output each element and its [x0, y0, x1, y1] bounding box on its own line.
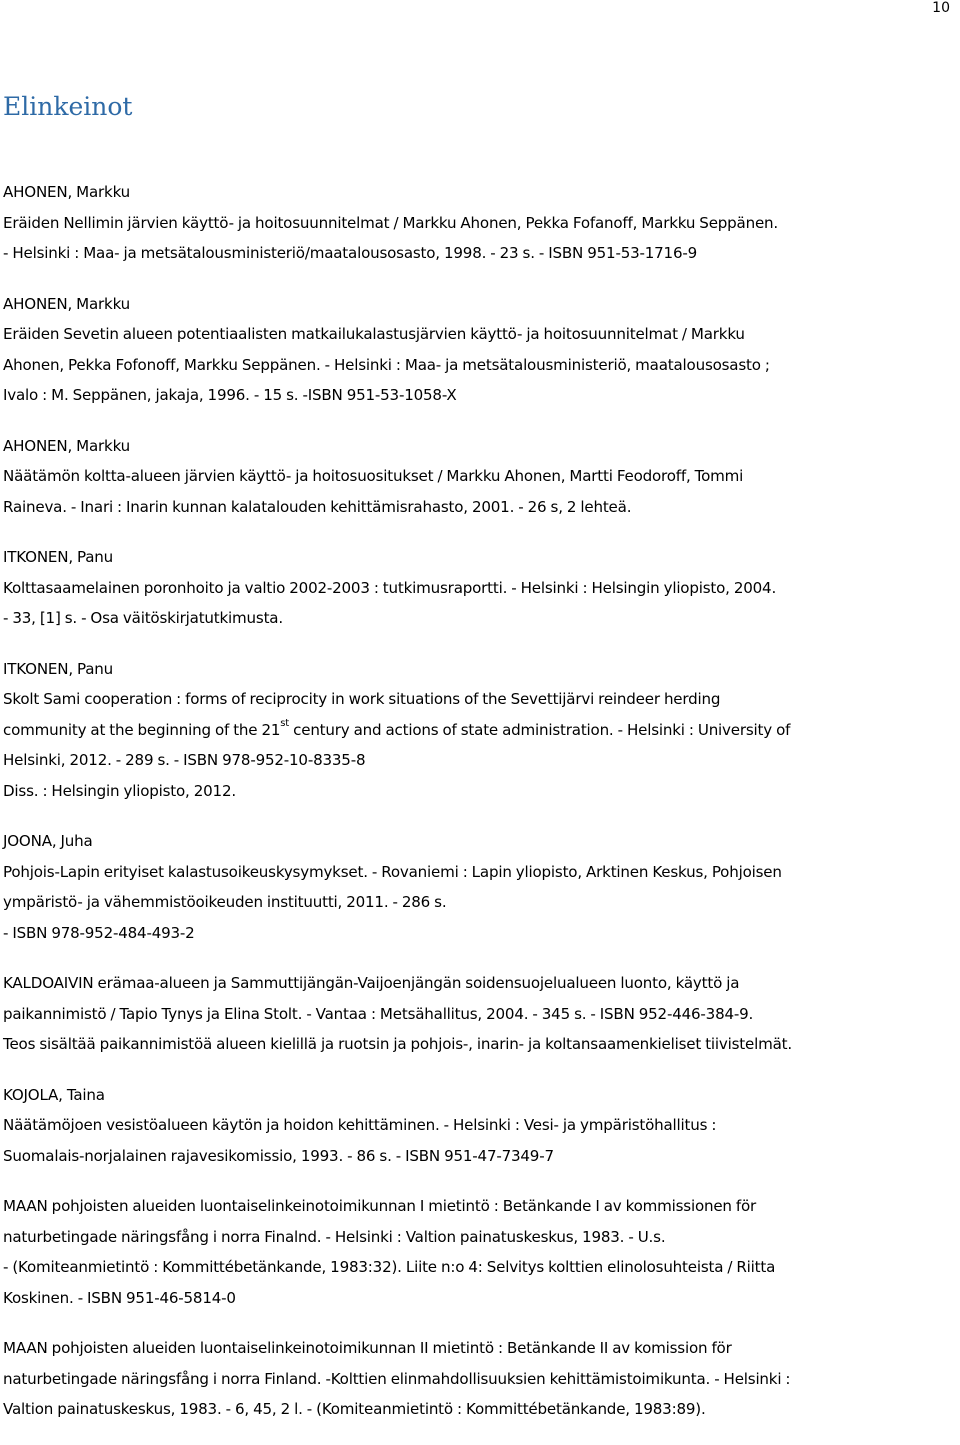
entry-text-line: Raineva. - Inari : Inarin kunnan kalatalouden kehittämisrahasto, 2001. - 26 s, 2 lehteä.	[3, 497, 632, 516]
entry-text-line: MAAN pohjoisten alueiden luontaiselinkeinotoimikunnan II mietintö : Betänkande II av komission för	[3, 1339, 732, 1357]
bibliography-entry	[3, 289, 959, 411]
page-number: 10	[932, 0, 950, 16]
entry-author: JOONA, Juha	[3, 832, 93, 850]
entry-author: ITKONEN, Panu	[3, 548, 114, 566]
entry-text-line: - ISBN 978-952-484-493-2	[3, 923, 195, 942]
bibliography-entry	[3, 431, 959, 523]
ordinal-superscript: st	[280, 717, 290, 729]
entry-author: KOJOLA, Taina	[3, 1085, 105, 1104]
bibliography-entry	[3, 1191, 959, 1313]
entry-text-line: naturbetingade näringsfång i norra Finalnd. - Helsinki : Valtion painatuskeskus, 1983. - U.s.	[3, 1227, 666, 1246]
bibliography-entry	[3, 1080, 959, 1172]
entry-author: AHONEN, Markku	[3, 183, 131, 201]
bibliography-entry	[3, 654, 959, 807]
entry-text-line: Helsinki, 2012. - 289 s. - ISBN 978-952-10-8335-8	[3, 751, 366, 769]
bibliography-entry	[3, 542, 959, 634]
page-title: Elinkeinot	[3, 92, 133, 121]
entry-author: AHONEN, Markku	[3, 436, 131, 455]
entry-text-line: Kolttasaamelainen poronhoito ja valtio 2002-2003 : tutkimusraportti. - Helsinki : Helsingin yliopisto, 2004.	[3, 578, 777, 597]
entry-text-line: Valtion painatuskeskus, 1983. - 6, 45, 2 l. - (Komiteanmietintö : Kommittébetänkande, 1983:89).	[3, 1400, 706, 1418]
entry-text-line: Ivalo : M. Seppänen, jakaja, 1996. - 15 s. -ISBN 951-53-1058-X	[3, 386, 457, 404]
entry-text-line: - (Komiteanmietintö : Kommittébetänkande, 1983:32). Liite n:o 4: Selvitys kolttien elinolosuhteista / Riitta	[3, 1258, 776, 1276]
bibliography-entry	[3, 177, 959, 269]
entry-text-segment: century and actions of state administration. - Helsinki : University of	[289, 720, 791, 739]
entry-text-line	[3, 715, 959, 746]
entry-text-line: Ahonen, Pekka Fofonoff, Markku Seppänen. - Helsinki : Maa- ja metsätalousministeriö, maatalousosasto ;	[3, 355, 770, 374]
bibliography-entry	[3, 826, 959, 948]
entry-author: AHONEN, Markku	[3, 294, 131, 313]
entry-text-line: ympäristö- ja vähemmistöoikeuden instituutti, 2011. - 286 s.	[3, 893, 447, 911]
entry-text-line: MAAN pohjoisten alueiden luontaiselinkeinotoimikunnan I mietintö : Betänkande I av kommissionen för	[3, 1197, 757, 1215]
entry-text-line: - 33, [1] s. - Osa väitöskirjatutkimusta.	[3, 609, 283, 627]
entry-text-line: - Helsinki : Maa- ja metsätalousministeriö/maatalousosasto, 1998. - 23 s. - ISBN 951-53-1716-9	[3, 244, 698, 262]
entry-text-line: KALDOAIVIN erämaa-alueen ja Sammuttijängän-Vaijoenjängän soidensuojelualueen luonto, käyttö ja	[3, 974, 740, 992]
bibliography-list	[3, 177, 959, 1445]
bibliography-entry	[3, 1333, 959, 1425]
entry-text-line: naturbetingade näringsfång i norra Finland. -Kolttien elinmahdollisuuksien kehittämistoimikunta. - Helsinki :	[3, 1369, 791, 1388]
entry-text-line: Skolt Sami cooperation : forms of reciprocity in work situations of the Sevettijärvi reindeer herding	[3, 690, 721, 708]
entry-text-line: Näätämön koltta-alueen järvien käyttö- ja hoitosuositukset / Markku Ahonen, Martti Feodoroff, Tommi	[3, 467, 744, 485]
entry-text-line: Koskinen. - ISBN 951-46-5814-0	[3, 1288, 236, 1307]
entry-text-line: Eräiden Sevetin alueen potentiaalisten matkailukalastusjärvien käyttö- ja hoitosuunnitelmat / Markku	[3, 325, 745, 343]
entry-text-line: paikannimistö / Tapio Tynys ja Elina Stolt. - Vantaa : Metsähallitus, 2004. - 345 s. - ISBN 952-446-384-9.	[3, 1004, 754, 1023]
entry-author: ITKONEN, Panu	[3, 659, 114, 678]
entry-text-line: Näätämöjoen vesistöalueen käytön ja hoidon kehittäminen. - Helsinki : Vesi- ja ympäristöhallitus :	[3, 1116, 717, 1134]
entry-text-line: Pohjois-Lapin erityiset kalastusoikeuskysymykset. - Rovaniemi : Lapin yliopisto, Arktinen Keskus, Pohjoisen	[3, 862, 782, 881]
entry-text-line: Diss. : Helsingin yliopisto, 2012.	[3, 781, 236, 800]
bibliography-entry	[3, 968, 959, 1060]
entry-text-line: Eräiden Nellimin järvien käyttö- ja hoitosuunnitelmat / Markku Ahonen, Pekka Fofanoff, Markku Seppänen.	[3, 213, 779, 232]
entry-text-line: Suomalais-norjalainen rajavesikomissio, 1993. - 86 s. - ISBN 951-47-7349-7	[3, 1146, 554, 1165]
entry-text-line: Teos sisältää paikannimistöä alueen kielillä ja ruotsin ja pohjois-, inarin- ja koltansaamenkieliset tiivistelmät.	[3, 1035, 792, 1053]
entry-text-segment: community at the beginning of the 21	[3, 720, 281, 739]
